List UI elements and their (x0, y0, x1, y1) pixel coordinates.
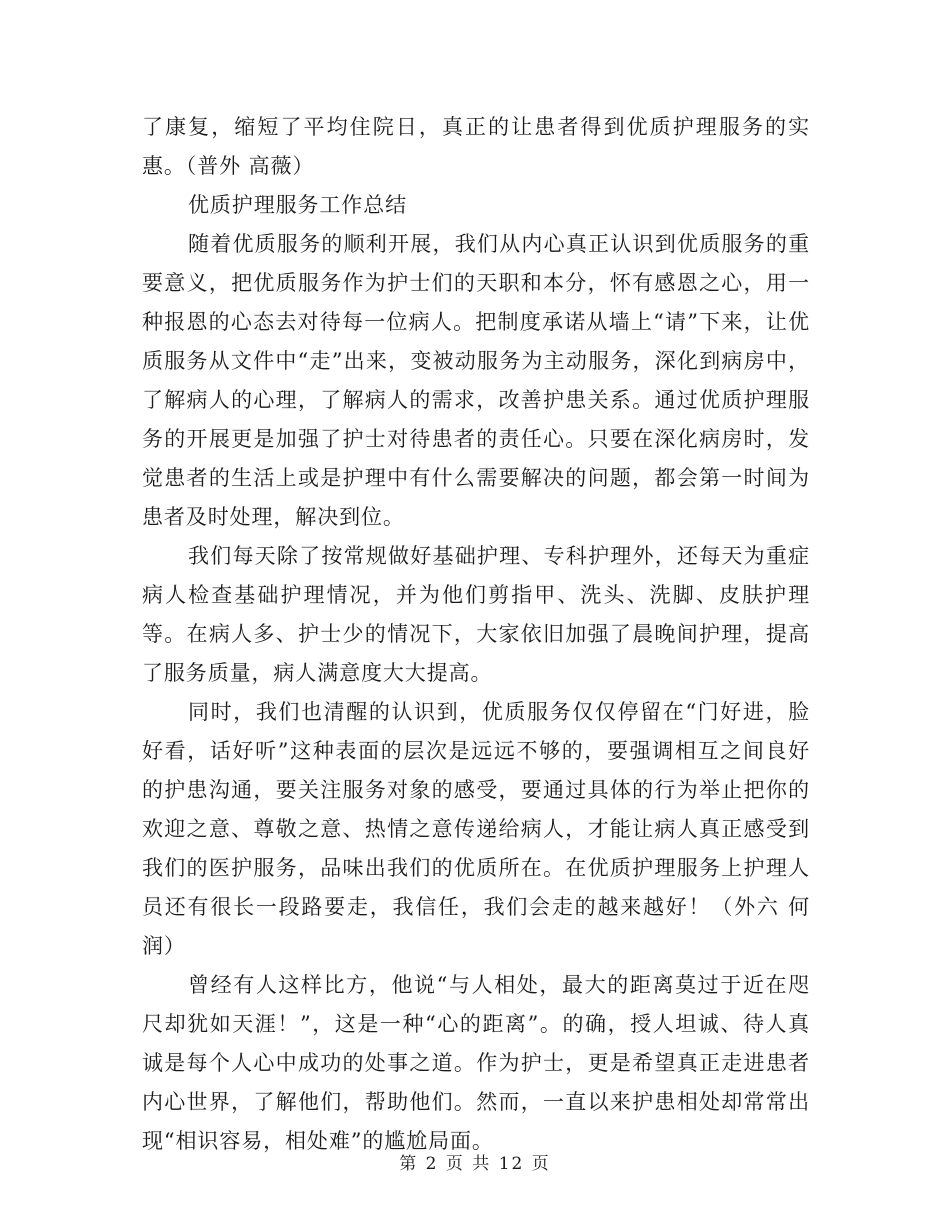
page-number: 第 2 页 共 12 页 (399, 1154, 551, 1174)
document-body (142, 108, 810, 1161)
paragraph: 曾经有人这样比方，他说“与人相处，最大的距离莫过于近在咫尺却犹如天涯！”，这是一种“心的距离”。的确，授人坦诚、待人真诚是每个人心中成功的处事之道。作为护士，更是希望真正走进患者内心世界，了解他们，帮助他们。然而，一直以来护患相处却常常出现“相识容易，相处难”的尴尬局面。 (142, 973, 810, 1153)
section-heading: 优质护理服务工作总结 (188, 193, 407, 217)
paragraph: 随着优质服务的顺利开展，我们从内心真正认识到优质服务的重要意义，把优质服务作为护士们的天职和本分，怀有感恩之心，用一种报恩的心态去对待每一位病人。把制度承诺从墙上“请”下来，让优质服务从文件中“走”出来，变被动服务为主动服务，深化到病房中，了解病人的心理，了解病人的需求，改善护患关系。通过优质护理服务的开展更是加强了护士对待患者的责任心。只要在深化病房时，发觉患者的生活上或是护理中有什么需要解决的问题，都会第一时间为患者及时处理，解决到位。 (142, 232, 810, 529)
paragraph: 我们每天除了按常规做好基础护理、专科护理外，还每天为重症病人检查基础护理情况，并为他们剪指甲、洗头、洗脚、皮肤护理等。在病人多、护士少的情况下，大家依旧加强了晨晚间护理，提高了服务质量，病人满意度大大提高。 (142, 544, 810, 685)
page-footer (0, 1152, 950, 1176)
paragraph: 同时，我们也清醒的认识到，优质服务仅仅停留在“门好进，脸好看，话好听”这种表面的层次是远远不够的，要强调相互之间良好的护患沟通，要关注服务对象的感受，要通过具体的行为举止把你的欢迎之意、尊敬之意、热情之意传递给病人，才能让病人真正感受到我们的医护服务，品味出我们的优质所在。在优质护理服务上护理人员还有很长一段路要走，我信任，我们会走的越来越好！（外六 何润） (142, 700, 810, 958)
paragraph-continuation: 了康复，缩短了平均住院日，真正的让患者得到优质护理服务的实惠。（普外 高薇） (142, 115, 810, 178)
